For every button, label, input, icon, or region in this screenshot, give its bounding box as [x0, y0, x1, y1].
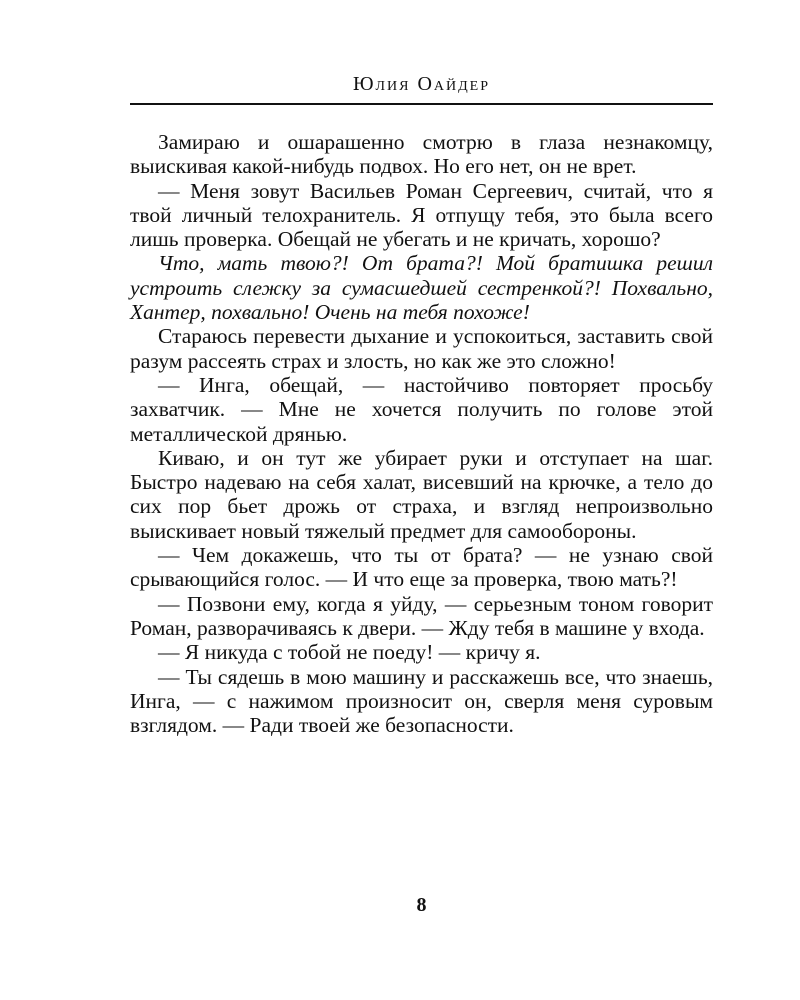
running-head-author: Юлия Оайдер: [352, 73, 491, 95]
paragraph-1: Замираю и ошарашенно смотрю в глаза незнакомцу, выискивая какой-нибудь подвох. Но его нет, он не врет.: [130, 130, 713, 179]
paragraph-8: — Позвони ему, когда я уйду, — серьезным тоном говорит Роман, разворачиваясь к двери. — Жду тебя в машине у входа.: [130, 591, 713, 640]
paragraph-10: — Ты сядешь в мою машину и расскажешь все, что знаешь, Инга, — с нажимом произносит он, сверля меня суровым взглядом. — Ради твоей же безопасности.: [130, 664, 713, 738]
paragraph-2: — Меня зовут Васильев Роман Сергеевич, считай, что я твой личный телохранитель. Я отпущу тебя, это была всего лишь проверка. Обещай не убегать и не кричать, хорошо?: [130, 178, 713, 252]
paragraph-7: — Чем докажешь, что ты от брата? — не узнаю свой срывающийся голос. — И что еще за проверка, твою мать?!: [130, 543, 713, 592]
paragraph-9: — Я никуда с тобой не поеду! — кричу я.: [158, 640, 541, 665]
paragraph-4: Стараюсь перевести дыхание и успокоиться, заставить свой разум рассеять страх и злость, но как же это сложно!: [130, 324, 713, 373]
paragraph-5: — Инга, обещай, — настойчиво повторяет просьбу захватчик. — Мне не хочется получить по голове этой металлической дрянью.: [130, 372, 713, 446]
header-rule: [130, 103, 713, 105]
page-number: 8: [416, 894, 427, 916]
paragraph-6: Киваю, и он тут же убирает руки и отступает на шаг. Быстро надеваю на себя халат, висевший на крючке, а тело до сих пор бьет дрожь от страха, и взгляд непроизвольно выискивает новый тяжелый предмет для самообороны.: [130, 445, 713, 543]
paragraph-3-italic-thought: Что, мать твою?! От брата?! Мой братишка решил устроить слежку за сумасшедшей сестренкой?! Похвально, Хантер, похвально! Очень на тебя похоже!: [130, 251, 713, 325]
body-text: [130, 130, 713, 737]
